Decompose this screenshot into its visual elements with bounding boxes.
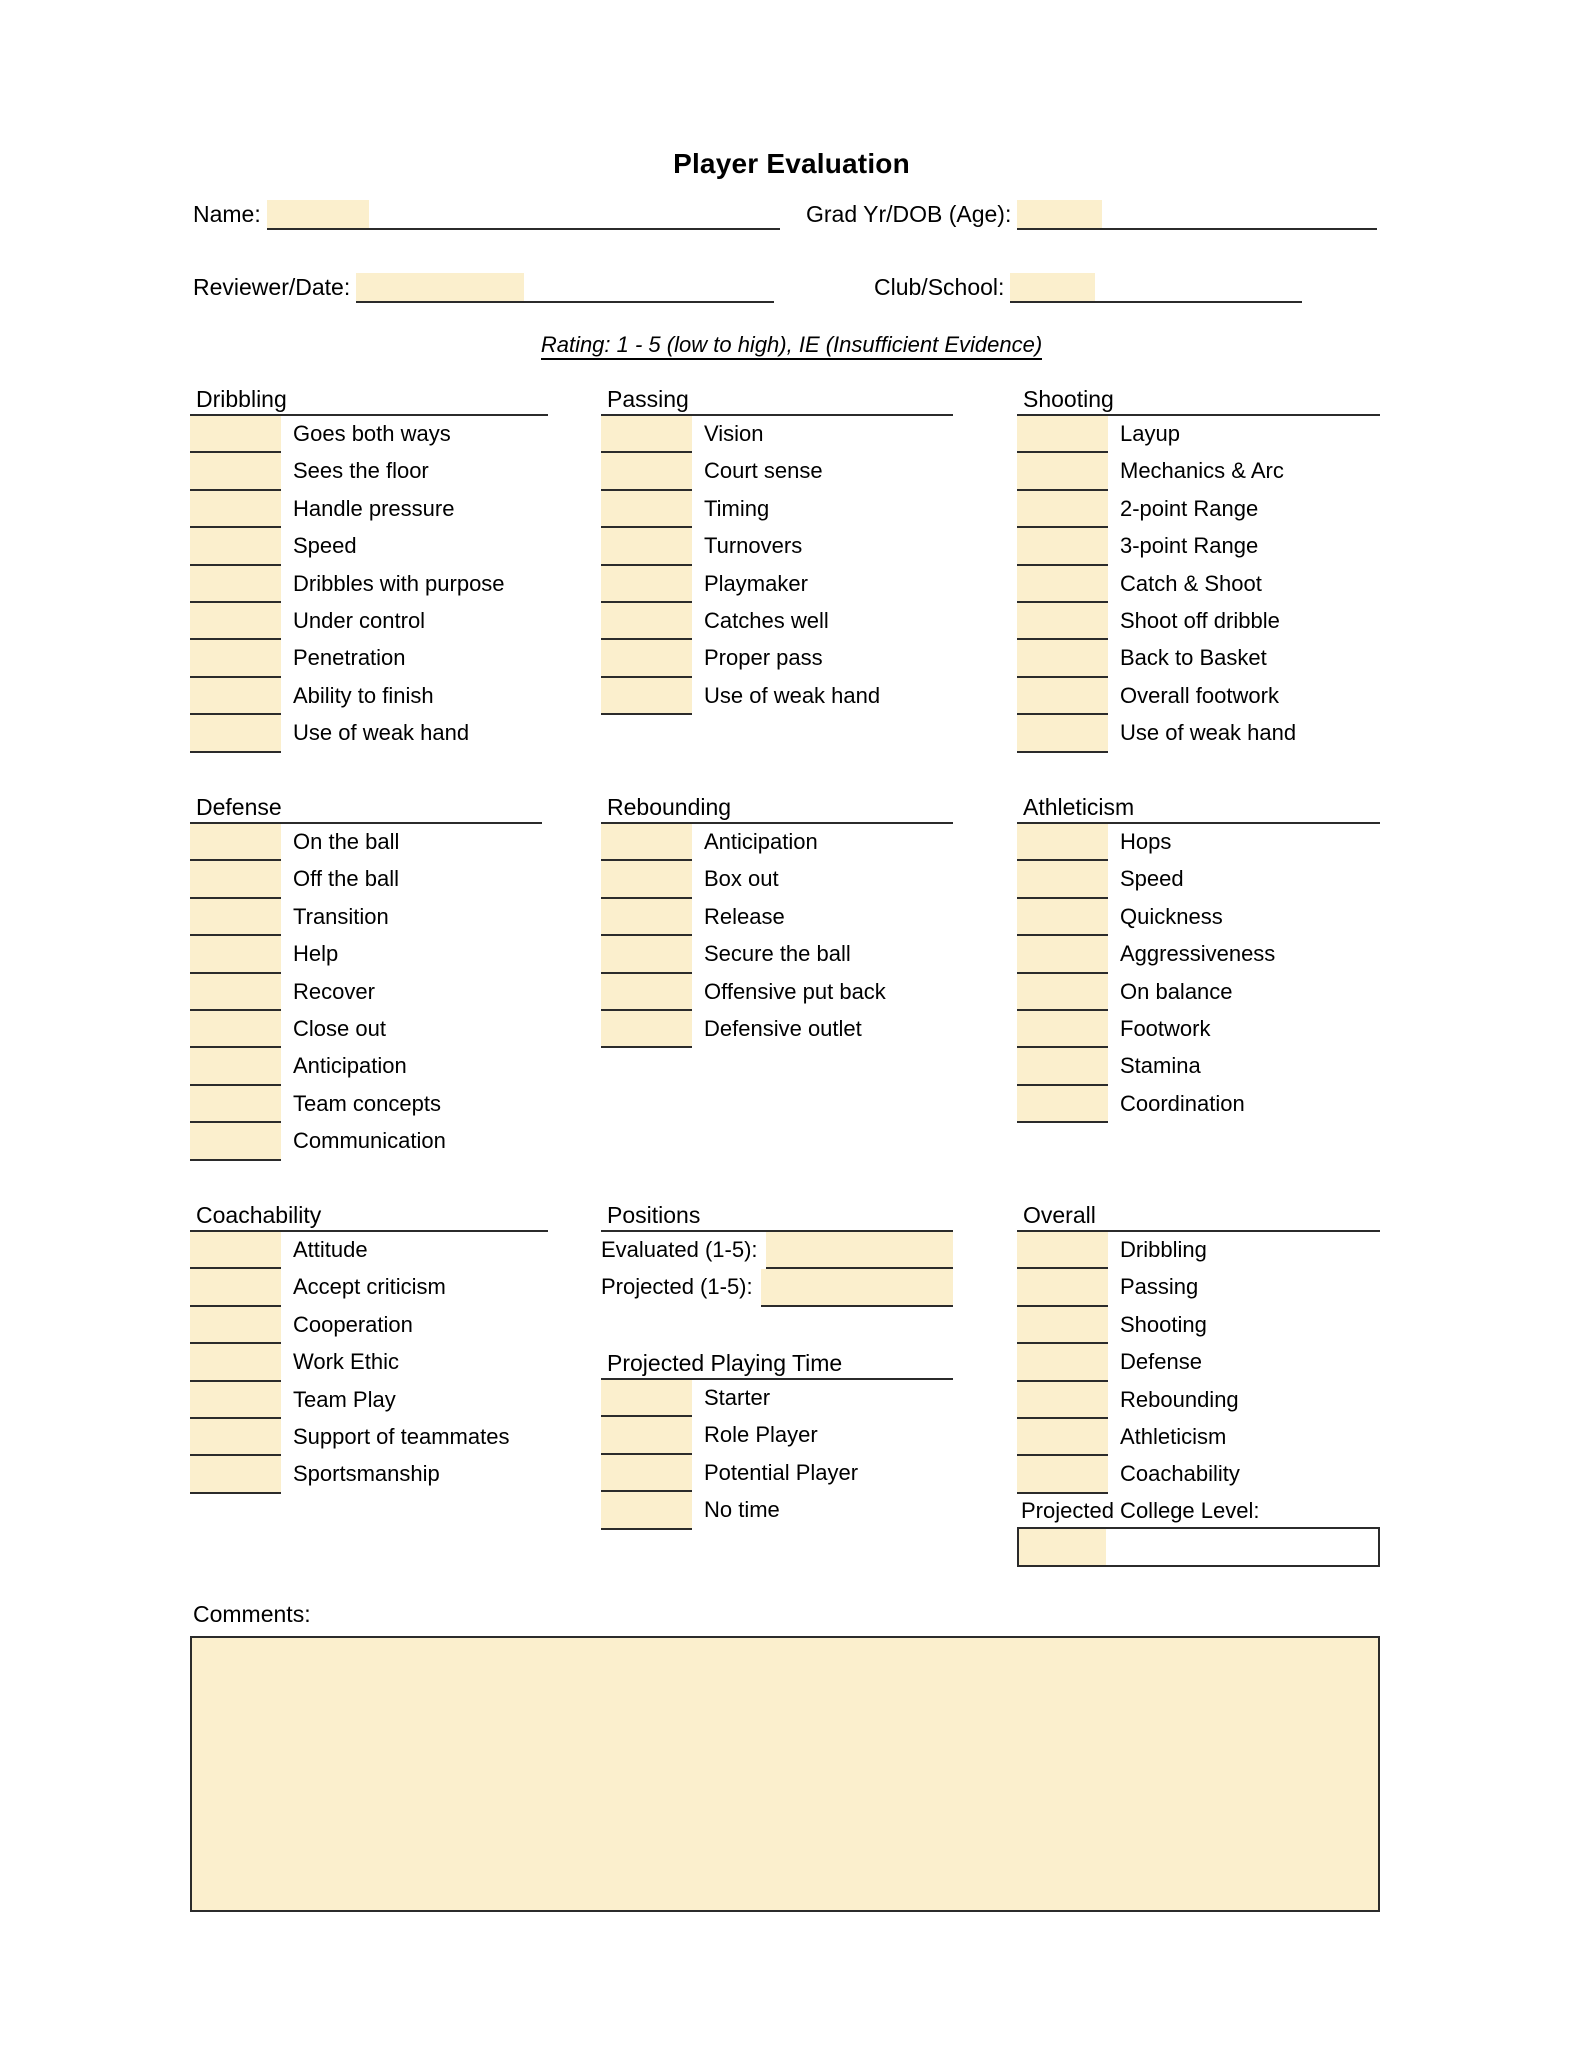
rating-label: Turnovers: [704, 533, 803, 559]
rating-label: Footwork: [1120, 1015, 1211, 1041]
rating-label: Layup: [1120, 421, 1180, 446]
rating-input[interactable]: [1017, 861, 1108, 898]
field-row-name: [193, 190, 780, 230]
rating-row: [601, 678, 953, 715]
rating-input[interactable]: [190, 1307, 281, 1344]
rating-label: Athleticism: [1120, 1423, 1227, 1449]
rating-row: [1017, 936, 1380, 973]
rating-scale-note: [0, 332, 1583, 358]
rating-label: Playmaker: [704, 570, 808, 596]
rating-input[interactable]: [1017, 899, 1108, 936]
rating-row: [1017, 678, 1380, 715]
rating-row: [190, 603, 548, 640]
rating-label: Coachability: [1120, 1461, 1240, 1487]
rating-row: [601, 936, 953, 973]
rating-label: Dribbling: [1120, 1237, 1207, 1262]
rating-input[interactable]: [190, 1048, 281, 1085]
rating-input[interactable]: [190, 491, 281, 528]
section-title-overall: Overall: [1023, 1202, 1096, 1228]
rating-label: Sees the floor: [293, 458, 429, 484]
section-title-passing: Passing: [607, 386, 689, 412]
rating-row: [1017, 1307, 1380, 1344]
rating-input[interactable]: [601, 824, 692, 861]
rating-input[interactable]: [601, 566, 692, 603]
rating-label: Anticipation: [293, 1053, 407, 1079]
rating-row: [190, 861, 542, 898]
position-fields: [601, 1232, 953, 1307]
rating-label: Help: [293, 941, 339, 967]
rating-label: Potential Player: [704, 1459, 859, 1485]
section-shooting: [1017, 384, 1380, 753]
rating-label: Shooting: [1120, 1311, 1207, 1337]
section-title-positions: Positions: [607, 1202, 701, 1228]
rating-input[interactable]: [601, 899, 692, 936]
rating-label: Under control: [293, 607, 426, 633]
club-school-input-fill: [1010, 273, 1095, 301]
rating-row: [1017, 861, 1380, 898]
rating-input[interactable]: [1017, 1419, 1108, 1456]
projected-label: Projected (1-5):: [601, 1274, 753, 1300]
rating-input[interactable]: [190, 1344, 281, 1381]
section-coachability: [190, 1200, 548, 1494]
rating-row: [190, 678, 548, 715]
section-dribbling: [190, 384, 548, 753]
rating-input[interactable]: [1017, 1307, 1108, 1344]
rating-input[interactable]: [190, 416, 281, 453]
rating-label: Speed: [1120, 866, 1184, 892]
rating-row: [1017, 453, 1380, 490]
rating-input[interactable]: [601, 603, 692, 640]
rating-input[interactable]: [190, 974, 281, 1011]
rating-input[interactable]: [1017, 1232, 1108, 1269]
rating-input[interactable]: [1017, 453, 1108, 490]
rating-label: Stamina: [1120, 1053, 1201, 1079]
rating-input[interactable]: [1017, 1086, 1108, 1123]
field-row-reviewer-date: [193, 263, 774, 303]
rating-input[interactable]: [1017, 603, 1108, 640]
evaluated-label: Evaluated (1-5):: [601, 1237, 758, 1262]
rating-row: [1017, 824, 1380, 861]
rating-input[interactable]: [1017, 715, 1108, 752]
rating-row: [601, 566, 953, 603]
rating-label: Off the ball: [293, 866, 399, 892]
rating-input[interactable]: [190, 1456, 281, 1493]
rating-row: [190, 1456, 548, 1493]
rating-row: [1017, 566, 1380, 603]
rating-row: [1017, 1382, 1380, 1419]
club-school-input[interactable]: [1010, 273, 1302, 303]
rating-label: Support of teammates: [293, 1423, 510, 1449]
rating-label: No time: [704, 1497, 780, 1523]
rating-row: [601, 603, 953, 640]
reviewer-date-label: Reviewer/Date:: [193, 274, 351, 300]
name-input-fill: [267, 200, 369, 228]
rating-label: On the ball: [293, 829, 400, 854]
rating-input[interactable]: [601, 1011, 692, 1048]
rating-row: [601, 824, 953, 861]
rating-input[interactable]: [1017, 528, 1108, 565]
rating-label: Hops: [1120, 829, 1172, 854]
rating-input[interactable]: [601, 1417, 692, 1454]
rating-row: [601, 416, 953, 453]
rating-row: [1017, 1232, 1380, 1269]
rating-input[interactable]: [190, 528, 281, 565]
rating-input[interactable]: [601, 1455, 692, 1492]
rating-row: [601, 1011, 953, 1048]
rating-row: [190, 715, 548, 752]
rating-row: [190, 491, 548, 528]
field-row-club-school: [874, 263, 1302, 303]
rating-input[interactable]: [190, 453, 281, 490]
comments-textarea[interactable]: [190, 1636, 1380, 1912]
rating-label: Close out: [293, 1015, 386, 1041]
rating-rows-shooting: [1017, 416, 1380, 753]
rating-input[interactable]: [190, 1011, 281, 1048]
rating-input[interactable]: [190, 1269, 281, 1306]
rating-row: [190, 566, 548, 603]
rating-row: [190, 1232, 548, 1269]
rating-input[interactable]: [1017, 1011, 1108, 1048]
rating-input[interactable]: [1017, 1269, 1108, 1306]
rating-row: [601, 974, 953, 1011]
projected-input[interactable]: [761, 1269, 953, 1306]
rating-input[interactable]: [190, 1123, 281, 1160]
section-title-projected-playing-time: Projected Playing Time: [607, 1350, 843, 1376]
rating-row: [1017, 640, 1380, 677]
rating-row: [1017, 899, 1380, 936]
rating-row: [190, 974, 542, 1011]
rating-input[interactable]: [1017, 678, 1108, 715]
rating-label: Defense: [1120, 1349, 1202, 1375]
rating-label: Recover: [293, 978, 375, 1004]
rating-label: On balance: [1120, 978, 1233, 1004]
grad-yr-dob-input[interactable]: [1017, 200, 1377, 230]
rating-input[interactable]: [190, 1086, 281, 1123]
rating-row: [190, 1011, 542, 1048]
rating-label: Speed: [293, 533, 357, 559]
rating-row: [601, 1455, 953, 1492]
rating-row: [190, 899, 542, 936]
rating-row: [190, 824, 542, 861]
rating-rows-defense: [190, 824, 542, 1161]
rating-label: Rebounding: [1120, 1386, 1239, 1412]
rating-input[interactable]: [601, 936, 692, 973]
rating-row: [1017, 528, 1380, 565]
projected-college-level-input[interactable]: [1017, 1527, 1380, 1567]
rating-label: Secure the ball: [704, 941, 851, 967]
rating-input[interactable]: [601, 678, 692, 715]
reviewer-date-input-fill: [356, 273, 524, 301]
rating-label: Aggressiveness: [1120, 941, 1276, 967]
projected-college-level-rest: [1106, 1529, 1378, 1565]
rating-label: Penetration: [293, 645, 406, 671]
rating-label: Starter: [704, 1385, 771, 1410]
rating-input[interactable]: [1017, 416, 1108, 453]
section-passing: [601, 384, 953, 715]
rating-input[interactable]: [601, 974, 692, 1011]
section-title-shooting: Shooting: [1023, 386, 1114, 412]
grad-yr-dob-input-fill: [1017, 200, 1102, 228]
rating-label: Role Player: [704, 1422, 818, 1448]
rating-label: Use of weak hand: [1120, 720, 1297, 746]
rating-label: Accept criticism: [293, 1274, 446, 1300]
rating-input[interactable]: [190, 640, 281, 677]
rating-row: [190, 1269, 548, 1306]
rating-row: [601, 453, 953, 490]
section-title-athleticism: Athleticism: [1023, 794, 1135, 820]
rating-input[interactable]: [1017, 1456, 1108, 1493]
name-label: Name:: [193, 201, 261, 227]
rating-input[interactable]: [190, 899, 281, 936]
rating-input[interactable]: [601, 640, 692, 677]
rating-row: [1017, 1086, 1380, 1123]
rating-row: [1017, 1011, 1380, 1048]
rating-label: Overall footwork: [1120, 682, 1279, 708]
rating-row: [601, 640, 953, 677]
rating-rows-rebounding: [601, 824, 953, 1048]
rating-row: [190, 1123, 542, 1160]
rating-label: Team Play: [293, 1386, 396, 1412]
rating-row: [190, 416, 548, 453]
rating-row: [190, 640, 548, 677]
rating-row: [1017, 1269, 1380, 1306]
rating-input[interactable]: [1017, 936, 1108, 973]
rating-label: Anticipation: [704, 829, 818, 854]
rating-input[interactable]: [601, 861, 692, 898]
rating-row: [190, 1344, 548, 1381]
rating-row: [601, 1380, 953, 1417]
rating-rows-projected-playing-time: [601, 1380, 953, 1530]
rating-label: Passing: [1120, 1274, 1199, 1300]
position-row-evaluated: [601, 1232, 953, 1269]
rating-label: Handle pressure: [293, 495, 455, 521]
rating-label: Shoot off dribble: [1120, 607, 1280, 633]
rating-label: Back to Basket: [1120, 645, 1267, 671]
rating-label: Catches well: [704, 607, 829, 633]
rating-label: Coordination: [1120, 1090, 1245, 1116]
rating-row: [601, 491, 953, 528]
rating-label: Cooperation: [293, 1311, 413, 1337]
rating-label: Box out: [704, 866, 779, 892]
rating-input[interactable]: [1017, 974, 1108, 1011]
rating-input[interactable]: [190, 1232, 281, 1269]
rating-label: Timing: [704, 495, 770, 521]
rating-label: Offensive put back: [704, 978, 886, 1004]
rating-row: [190, 1382, 548, 1419]
rating-input[interactable]: [190, 715, 281, 752]
position-row-projected: [601, 1269, 953, 1306]
comments-label: Comments:: [193, 1601, 311, 1627]
rating-label: 2-point Range: [1120, 495, 1259, 521]
rating-input[interactable]: [1017, 491, 1108, 528]
rating-input[interactable]: [190, 936, 281, 973]
rating-input[interactable]: [1017, 566, 1108, 603]
grad-yr-dob-label: Grad Yr/DOB (Age):: [806, 201, 1012, 227]
rating-row: [601, 899, 953, 936]
rating-rows-passing: [601, 416, 953, 715]
rating-row: [1017, 416, 1380, 453]
rating-row: [1017, 974, 1380, 1011]
rating-rows-overall: [1017, 1232, 1380, 1494]
section-overall: [1017, 1200, 1380, 1567]
rating-input[interactable]: [190, 1382, 281, 1419]
reviewer-date-input[interactable]: [356, 273, 774, 303]
rating-input[interactable]: [190, 861, 281, 898]
field-row-grad-yr-dob: [806, 190, 1377, 230]
rating-label: Quickness: [1120, 903, 1223, 929]
club-school-label: Club/School:: [874, 274, 1005, 300]
rating-row: [190, 1419, 548, 1456]
rating-input[interactable]: [1017, 824, 1108, 861]
rating-label: Work Ethic: [293, 1349, 399, 1375]
section-title-dribbling: Dribbling: [196, 386, 287, 412]
rating-label: Release: [704, 903, 785, 929]
rating-input[interactable]: [1017, 640, 1108, 677]
rating-rows-coachability: [190, 1232, 548, 1494]
rating-row: [601, 528, 953, 565]
section-athleticism: [1017, 792, 1380, 1123]
rating-label: Goes both ways: [293, 421, 451, 446]
rating-label: Ability to finish: [293, 682, 434, 708]
evaluated-input[interactable]: [766, 1232, 953, 1269]
rating-input[interactable]: [601, 1380, 692, 1417]
rating-label: Sportsmanship: [293, 1461, 440, 1487]
rating-rows-athleticism: [1017, 824, 1380, 1123]
section-title-coachability: Coachability: [196, 1202, 322, 1228]
rating-row: [1017, 1344, 1380, 1381]
rating-input[interactable]: [190, 824, 281, 861]
section-title-defense: Defense: [196, 794, 282, 820]
rating-input[interactable]: [1017, 1382, 1108, 1419]
rating-input[interactable]: [1017, 1344, 1108, 1381]
rating-input[interactable]: [190, 678, 281, 715]
rating-label: Communication: [293, 1128, 446, 1154]
section-title-rebounding: Rebounding: [607, 794, 732, 820]
rating-label: Catch & Shoot: [1120, 570, 1262, 596]
rating-scale-note-text: Rating: 1 - 5 (low to high), IE (Insufficient Evidence): [541, 332, 1042, 360]
rating-label: Vision: [704, 421, 764, 446]
rating-label: Use of weak hand: [293, 720, 470, 746]
name-input[interactable]: [267, 200, 780, 230]
rating-label: Use of weak hand: [704, 682, 881, 708]
section-positions: [601, 1200, 953, 1307]
rating-row: [601, 1492, 953, 1529]
rating-row: [1017, 491, 1380, 528]
rating-input[interactable]: [601, 1492, 692, 1529]
rating-input[interactable]: [601, 416, 692, 453]
rating-row: [190, 1307, 548, 1344]
section-rebounding: [601, 792, 953, 1048]
rating-row: [1017, 603, 1380, 640]
rating-input[interactable]: [1017, 1048, 1108, 1085]
rating-label: Attitude: [293, 1237, 368, 1262]
rating-input[interactable]: [601, 528, 692, 565]
rating-row: [190, 1086, 542, 1123]
rating-row: [1017, 715, 1380, 752]
rating-input[interactable]: [601, 453, 692, 490]
projected-college-level-fill: [1019, 1529, 1106, 1565]
rating-row: [601, 861, 953, 898]
projected-college-level-label: Projected College Level:: [1021, 1497, 1260, 1523]
section-projected-playing-time: [601, 1348, 953, 1530]
rating-input[interactable]: [190, 603, 281, 640]
rating-label: Transition: [293, 903, 389, 929]
rating-row: [190, 453, 548, 490]
rating-label: Dribbles with purpose: [293, 570, 505, 596]
rating-row: [1017, 1048, 1380, 1085]
section-defense: [190, 792, 542, 1161]
rating-row: [190, 1048, 542, 1085]
rating-row: [601, 1417, 953, 1454]
rating-label: Court sense: [704, 458, 823, 484]
rating-input[interactable]: [190, 566, 281, 603]
rating-row: [1017, 1419, 1380, 1456]
page-title: Player Evaluation: [673, 148, 910, 179]
rating-row: [1017, 1456, 1380, 1493]
rating-label: Mechanics & Arc: [1120, 458, 1284, 484]
rating-input[interactable]: [601, 491, 692, 528]
rating-label: Proper pass: [704, 645, 823, 671]
rating-label: 3-point Range: [1120, 533, 1259, 559]
rating-row: [190, 936, 542, 973]
rating-label: Team concepts: [293, 1090, 441, 1116]
rating-row: [190, 528, 548, 565]
rating-input[interactable]: [190, 1419, 281, 1456]
rating-rows-dribbling: [190, 416, 548, 753]
rating-label: Defensive outlet: [704, 1015, 862, 1041]
